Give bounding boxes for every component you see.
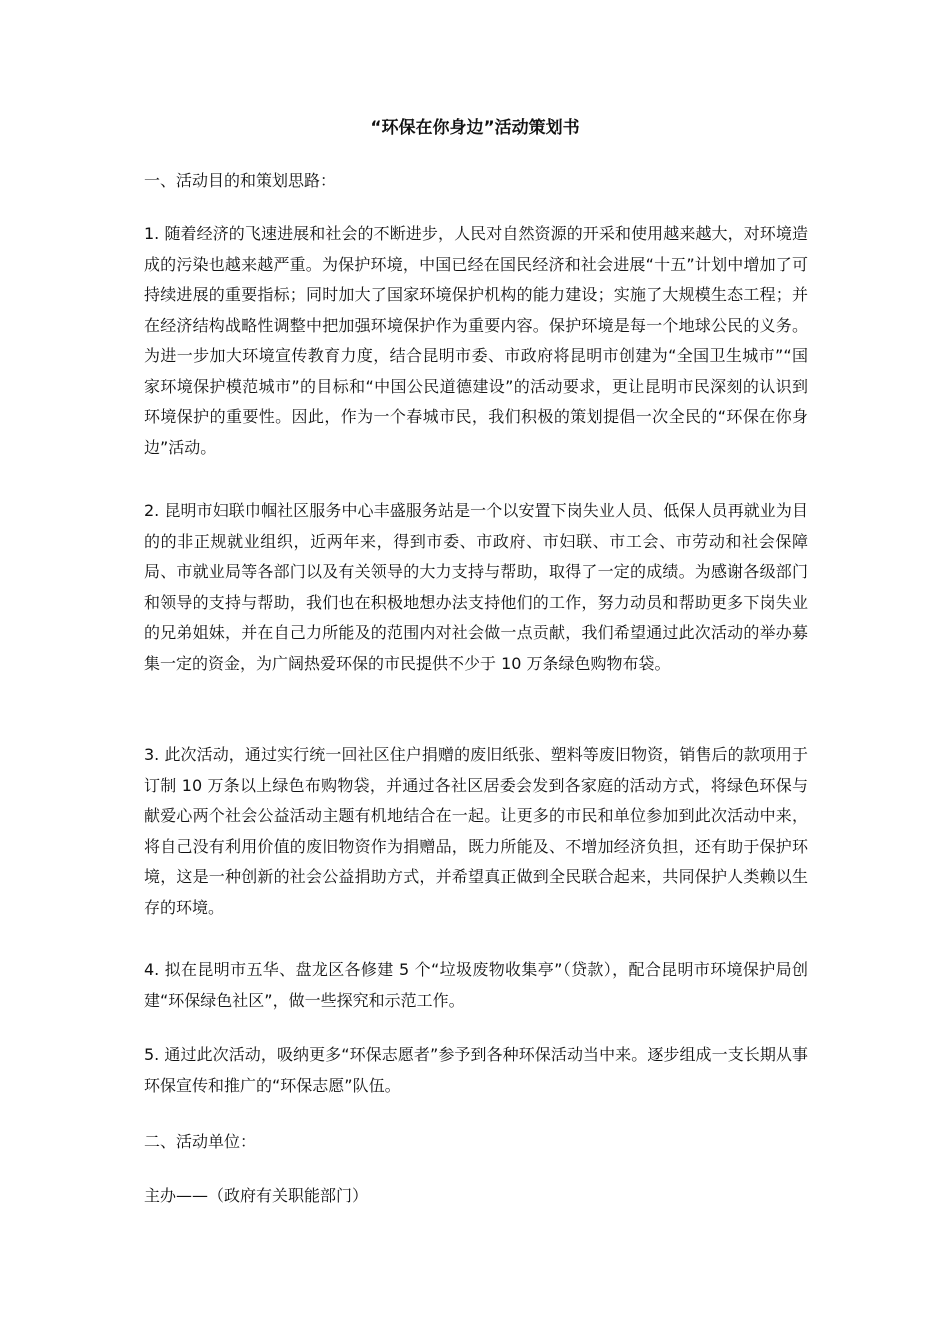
paragraph-item-2: 2. 昆明市妇联巾帼社区服务中心丰盛服务站是一个以安置下岗失业人员、低保人员再就业为目的的非正规就业组织，近两年来，得到市委、市政府、市妇联、市工会、市劳动和社会保障局、市就业局等各部门以及有关领导的大力支持与帮助，取得了一定的成绩。为感谢各级部门和领导的支持与帮助，我们也在积极地想办法支持他们的工作，努力动员和帮助更多下岗失业的兄弟姐妹，并在自己力所能及的范围内对社会做一点贡献，我们希望通过此次活动的举办募集一定的资金，为广阔热爱环保的市民提供不少于 10 万条绿色购物布袋。 (144, 501, 808, 673)
paragraph-item-3: 3. 此次活动，通过实行统一回社区住户捐赠的废旧纸张、塑料等废旧物资，销售后的款项用于订制 10 万条以上绿色布购物袋，并通过各社区居委会发到各家庭的活动方式，将绿色环保与献爱心两个社会公益活动主题有机地结合在一起。让更多的市民和单位参加到此次活动中来，将自己没有利用价值的废旧物资作为捐赠品，既力所能及、不增加经济负担，还有助于保护环境，这是一种创新的社会公益捐助方式，并希望真正做到全民联合起来，共同保护人类赖以生存的环境。 (144, 745, 808, 917)
document-title: “环保在你身边”活动策划书 (370, 118, 580, 138)
section-heading-purpose: 一、活动目的和策划思路： (144, 171, 337, 190)
paragraph-item-4: 4. 拟在昆明市五华、盘龙区各修建 5 个“垃圾废物收集亭”（贷款），配合昆明市环境保护局创建“环保绿色社区”，做一些探究和示范工作。 (144, 960, 808, 1010)
organizer-line: 主办——（政府有关职能部门） (144, 1186, 369, 1205)
paragraph-item-5: 5. 通过此次活动，吸纳更多“环保志愿者”参予到各种环保活动当中来。逐步组成一支长期从事环保宣传和推广的“环保志愿”队伍。 (144, 1045, 808, 1095)
section-heading-units: 二、活动单位： (144, 1132, 257, 1151)
paragraph-item-1: 1. 随着经济的飞速进展和社会的不断进步，人民对自然资源的开采和使用越来越大，对环境造成的污染也越来越严重。为保护环境，中国已经在国民经济和社会进展“十五”计划中增加了可持续进展的重要指标；同时加大了国家环境保护机构的能力建设；实施了大规模生态工程；并在经济结构战略性调整中把加强环境保护作为重要内容。保护环境是每一个地球公民的义务。为进一步加大环境宣传教育力度，结合昆明市委、市政府将昆明市创建为“全国卫生城市”“国家环境保护模范城市”的目标和“中国公民道德建设”的活动要求，更让昆明市民深刻的认识到环境保护的重要性。因此，作为一个春城市民，我们积极的策划提倡一次全民的“环保在你身边”活动。 (144, 224, 808, 457)
